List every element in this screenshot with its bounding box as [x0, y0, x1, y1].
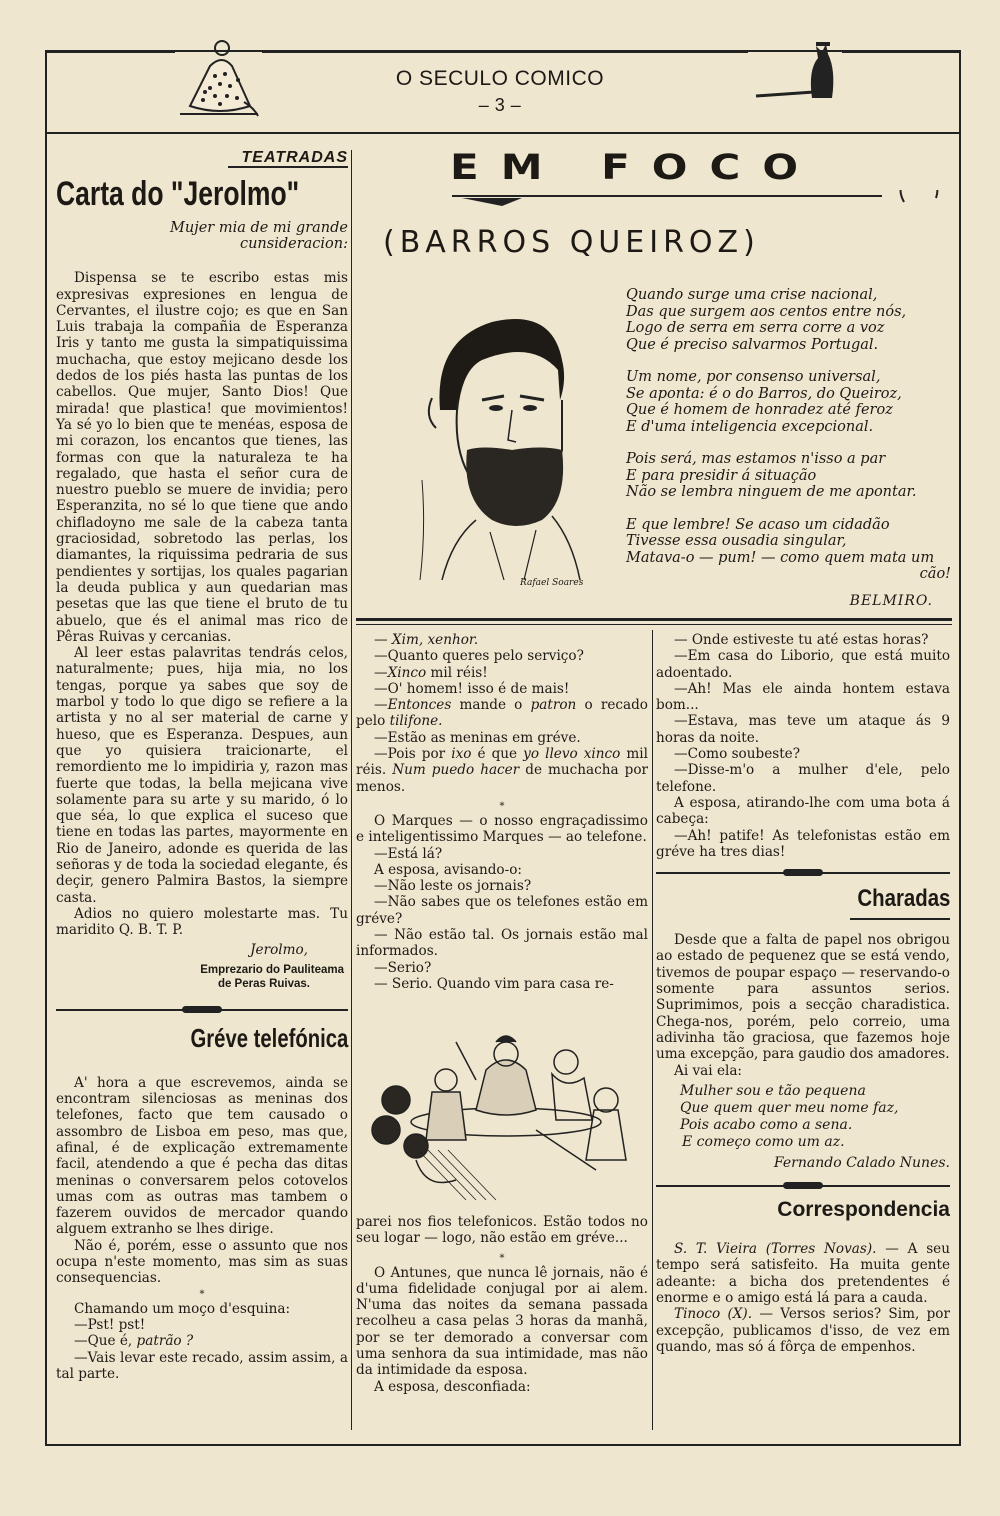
greve-title: Gréve telefónica — [190, 1022, 348, 1053]
antunes-line: A esposa, desconfiada: — [374, 1378, 531, 1395]
right-dialogue-8: —Ah! patife! As telefonistas estão em gréve ha tres dias! — [656, 827, 950, 860]
greve-dialogue-3: —Vais levar este recado, assim assim, a tal parte. — [56, 1349, 348, 1382]
greve-paragraph-2: Não é, porém, esse o assunto que nos ocupa n'este momento, mas sim as suas consequencias. — [56, 1237, 348, 1287]
carta-sig-line-1: Emprezario do Pauliteama — [200, 963, 344, 976]
left-column-divider — [351, 150, 352, 1430]
poem-stanza-3: Pois será, mas estamos n'isso a par E para presidir á situação Não se lembra ninguem de me apontar. — [626, 451, 917, 500]
marques-continuation: parei nos fios telefonicos. Estão todos no seu logar — logo, não estão em gréve... — [356, 1214, 648, 1247]
dialogue-line-1: — Xim, xenhor. — [374, 632, 479, 648]
carta-salutation: Mujer mia de mi grande cunsideracion: — [170, 220, 348, 253]
newspaper-title: O SECULO COMICO — [395, 67, 605, 90]
correspondencia-title: Correspondencia — [777, 1198, 950, 1222]
foco-bottom-rule — [356, 618, 952, 621]
cat-silhouette-icon — [752, 40, 842, 104]
dialogue-line-2: —Quanto queres pelo serviço? — [374, 648, 584, 665]
correspondencia-item-1: S. T. Vieira (Torres Novas). — A seu tempo será satisfeito. Ha muita gente adeante: a bicha dos pretendentes é enorme e o amigo está lá para a cauda. — [656, 1241, 950, 1307]
charadas-title: Charadas — [857, 885, 950, 913]
charadas-paragraph: Desde que a falta de papel nos obrigou ao estado de pequenez que se está vendo, tivemos de poupar espaço — reservando-o somente para assuntos serios. Suprimimos, pois a secção charadistica. Chega-nos, porém, pelo correio, uma adivinha tão graciosa, que fazemos hoje uma excepção, para gaudio dos amadores. — [656, 932, 950, 1063]
middle-column-bottom — [356, 1214, 648, 1395]
carta-paragraph-2: Al leer estas palavritas tendrás celos, naturalmente; pues, hija mia, no los tengas, porque ya sabes que soy de marbol y todo lo que digo se refiere a la artista y no al ser material de carne y hueso, que es Esperanza. Despues, aun que yo quisiera traicionarte, el remordiento me lo impidiria y, razon mas fuerte que todas, la bella mejicana vive solamente para su arte y su marido, ó lo que séa, lo que explica el suceso que tiene en todas las partes, mayormente en Rio de Janeiro, adonde es querida de las señoras y de toda la sociedad elegante, és deçir, genero Palmira Bastos, la siempre casta. — [56, 645, 348, 906]
dialogue-line-6: —Estão as meninas em gréve. — [374, 729, 581, 746]
dialogue-line-7: —Pois por ixo é que yo llevo xinco mil réis. Num puedo hacer de muchacha por menos. — [356, 746, 649, 795]
greve-paragraph-3: Chamando um moço d'esquina: — [74, 1300, 291, 1317]
correspondencia-item-2: Tinoco (X). — Versos serios? Sim, por excepção, publicamos d'isso, de vez em quando, mas só á fôrça de empenhos. — [656, 1306, 950, 1355]
right-dialogue-2: —Em casa do Liborio, que está muito adoentado. — [656, 648, 950, 681]
ornament-divider — [656, 1181, 950, 1191]
marques-line-3: —Não leste os jornais? — [374, 878, 532, 895]
carta-paragraph-3: Adios no quiero molestarte mas. Tu maridito Q. B. T. P. — [56, 905, 348, 939]
right-dialogue-1: — Onde estiveste tu até estas horas? — [674, 632, 929, 648]
marques-line-4: —Não sabes que os telefones estão em gréve? — [356, 894, 648, 927]
page-number: – 3 – — [478, 95, 522, 115]
portrait-signature: Rafael Soares — [520, 578, 584, 588]
section-teatradas: TEATRADAS — [241, 149, 348, 166]
em-foco-subtitle: (BARROS QUEIROZ) — [383, 225, 760, 260]
foco-poem — [626, 287, 951, 609]
ornament-divider — [56, 1005, 348, 1015]
antunes-paragraph: O Antunes, que nunca lê jornais, não é d'uma fidelidade conjugal por ai alem. N'uma das noites da semana passada recolheu a casa pelas 3 horas da manhã, por se ter demorado a conversar com uma senhora da sua intimidade, mas não da intimidade da esposa. — [356, 1264, 648, 1379]
poem-stanza-2: Um nome, por consenso universal, Se aponta: é o do Barros, do Queiroz, Que é homem de honradez até feroz E d'uma inteligencia excepcional. — [626, 369, 902, 435]
right-dialogue-6: —Disse-m'o a mulher d'ele, pelo telefone. — [656, 762, 950, 795]
marques-line-2: A esposa, avisando-o: — [374, 861, 522, 878]
marques-line-7: — Serio. Quando vim para casa re- — [374, 975, 614, 992]
dialogue-line-3: —Xinco mil réis! — [374, 664, 488, 681]
em-foco-title: EM FOCO — [450, 147, 821, 188]
telephone-operators-illustration — [356, 1030, 648, 1210]
page-bottom-rule — [45, 1444, 961, 1446]
star-separator: * — [499, 1252, 505, 1264]
middle-column-divider — [652, 630, 653, 1430]
charadas-intro: Ai vai ela: — [674, 1062, 743, 1079]
masthead — [330, 66, 670, 118]
right-dialogue-3: —Ah! Mas ele ainda hontem estava bom... — [656, 680, 950, 714]
foco-bottom-rule-thin — [356, 624, 952, 625]
poem-author: BELMIRO. — [849, 592, 933, 609]
marques-line-5: — Não estão tal. Os jornais estão mal informados. — [356, 927, 648, 960]
left-column — [56, 150, 348, 1382]
right-dialogue-4: —Estava, mas teve um ataque ás 9 horas da noite. — [656, 713, 950, 746]
middle-column-top — [356, 632, 648, 992]
em-foco-underline — [452, 190, 942, 214]
top-rule-right — [842, 50, 961, 53]
marques-line-6: —Serio? — [374, 959, 432, 976]
right-dialogue-7: A esposa, atirando-lhe com uma bota á cabeça: — [656, 794, 950, 828]
marques-line-1: —Está lá? — [374, 845, 443, 862]
top-rule-middle — [262, 50, 748, 53]
right-column — [656, 632, 950, 1355]
star-separator: * — [199, 1288, 205, 1300]
riddle: Mulher sou e tão pequena Que quem quer meu nome faz, Pois acabo como a sena. E começo como um az. — [680, 1082, 899, 1150]
carta-sig-line-2: de Peras Ruivas. — [217, 977, 310, 990]
star-separator: * — [499, 800, 505, 812]
carta-title: Carta do "Jerolmo" — [56, 175, 300, 214]
greve-dialogue-1: —Pst! pst! — [74, 1316, 146, 1333]
dialogue-line-4: —O' homem! isso é de mais! — [374, 680, 570, 697]
dialogue-line-5: —Entonces mande o patron o recado pelo tilifone. — [356, 697, 648, 730]
carta-paragraph-1: Dispensa se te escribo estas mis expresivas expresiones en lengua de Cervantes, el ilustre cojo; es que en San Luis trabaja la compañia de Esperanza Iris y tanto me gusta la simpatiquissima muchacha, que estoy mejicano desde los dedos de los piés hasta las puntas de los cabellos. Que mujer, Santo Dios! Que mirada! que plastica! que movimientos! Ya sé yo lo bien que te menéas, esposa de mi corazon, los encantos que tienes, las formas con que la naturaleza te ha regalado, que hasta el señor cura de nuestro pueblo se muere de invidia; pero Esperanzita, no sé lo que tiene que ando chifladoyno me sale de la cabeza tanta graciosidad, sobretodo las perlas, los diamantes, la riquissima pedraria de sus pendientes y sortijas, los quales pagarian la deuda publica y aun quedarian mas pesetas que las que tiene el bruto de tu abuelo, que és el animal mas rico de Pêras Ruivas y cercanias. — [56, 270, 348, 645]
poem-stanza-1: Quando surge uma crise nacional, Das que surgem aos centos entre nós, Logo de serra em serra corre a voz Que é preciso salvarmos Portugal. — [626, 287, 907, 353]
carta-signature: Jerolmo, — [250, 942, 308, 959]
ornament-divider — [656, 868, 950, 878]
right-dialogue-5: —Como soubeste? — [674, 746, 801, 763]
poem-stanza-4: E que lembre! Se acaso um cidadão Tivesse essa ousadia singular, Matava-o — pum! — como quem mata um cão! — [626, 516, 951, 582]
greve-dialogue-2: —Que é, patrão ? — [74, 1333, 194, 1350]
dotted-figure-icon — [170, 36, 265, 124]
portrait-illustration — [412, 300, 612, 600]
greve-paragraph-1: A' hora a que escrevemos, ainda se encontram silenciosas as meninas dos telefones, facto que tem causado o assombro de Lisboa em peso, mas que, afinal, é de explicação extremamente facil, atendendo a que é pecha das ditas meninas o conversarem pelos cotovelos umas com as outras mas tambem o fazerem ouvidos de mercador quando alguem extranho se lhes dirige. — [56, 1074, 348, 1238]
masthead-bottom-rule — [45, 132, 961, 134]
riddle-author: Fernando Calado Nunes. — [773, 1154, 950, 1171]
marques-paragraph: O Marques — o nosso engraçadissimo e inteligentissimo Marques — ao telefone. — [356, 812, 648, 846]
top-rule-left — [45, 50, 175, 53]
